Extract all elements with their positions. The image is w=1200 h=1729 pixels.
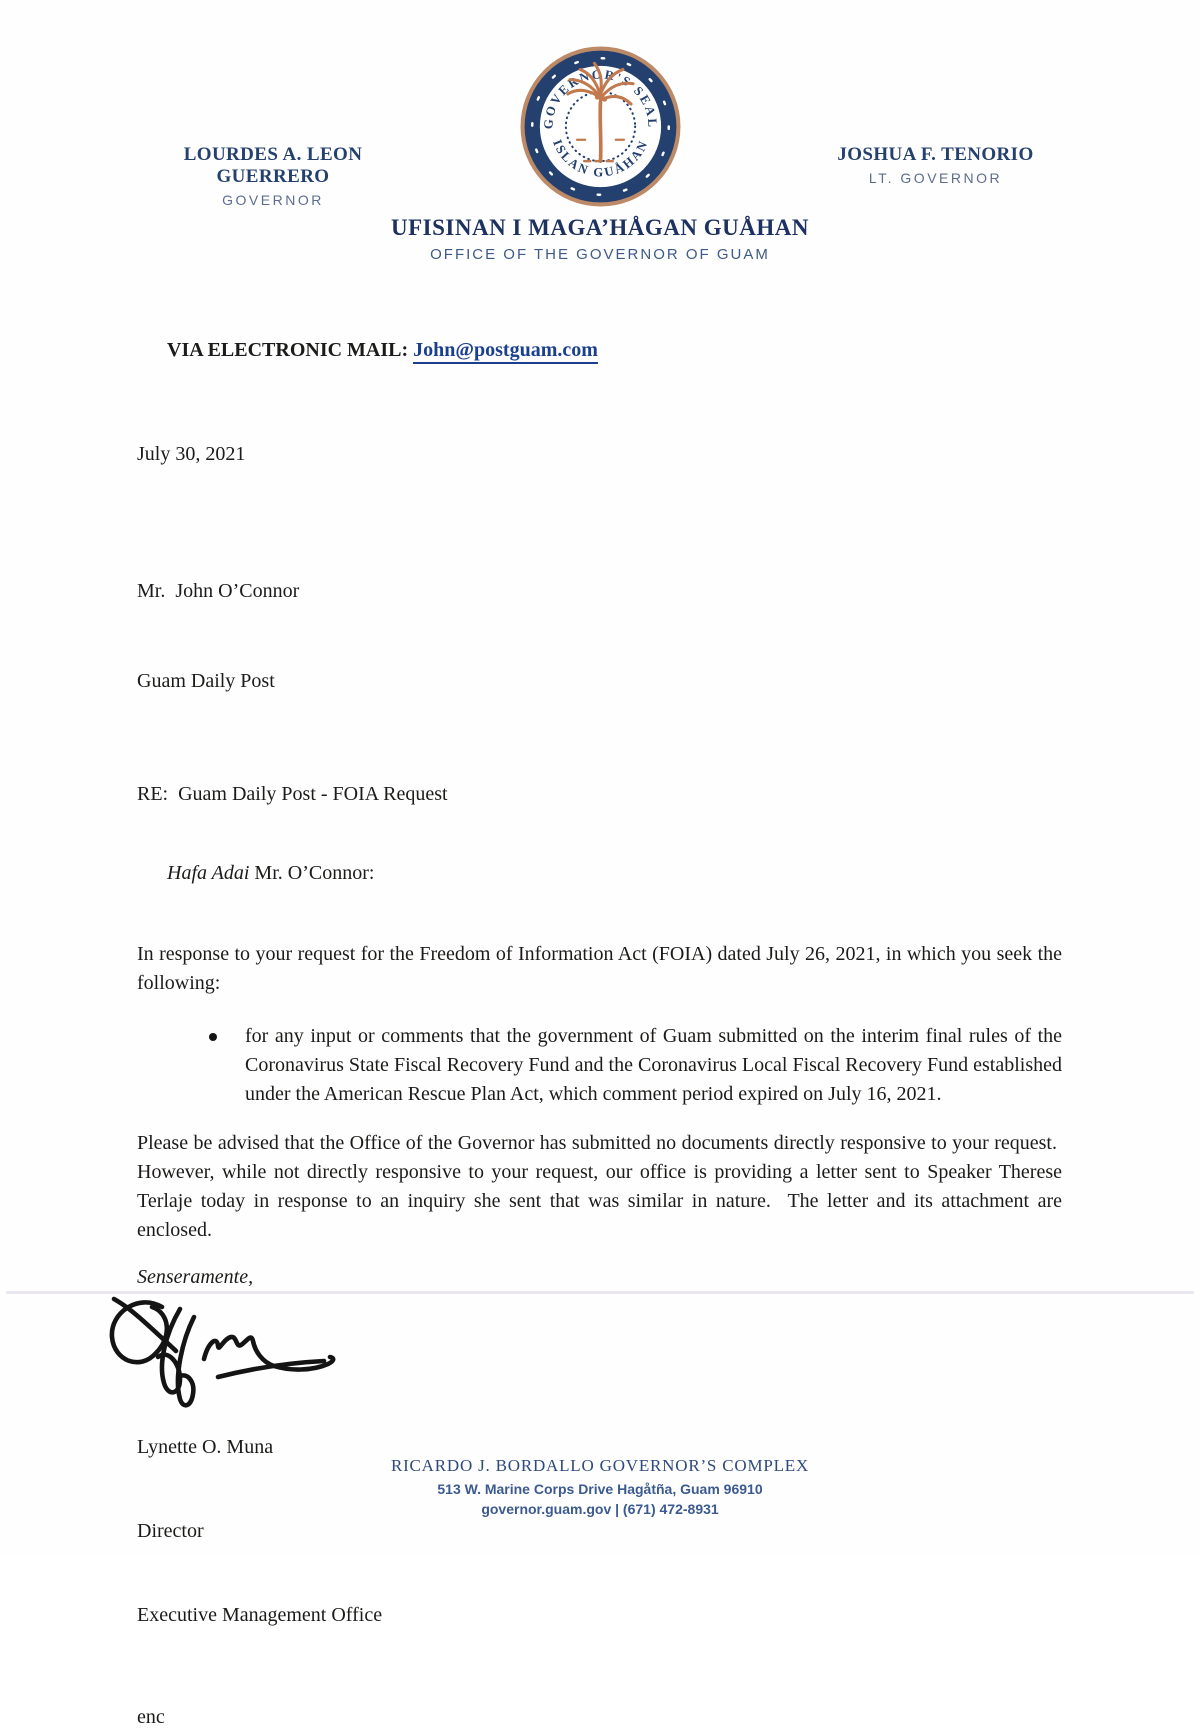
- letterhead-footer: [0, 1456, 1200, 1519]
- subject-line: RE: Guam Daily Post - FOIA Request: [137, 783, 448, 805]
- signature-label: [137, 1289, 138, 1290]
- signer-block: [137, 1377, 1062, 1685]
- seal-top-text: GOVERNOR'S SEAL: [541, 67, 660, 130]
- footer-contact: governor.guam.gov | (671) 472-8931: [481, 1501, 719, 1517]
- delivery-method-line: [137, 314, 1062, 386]
- seal-svg: [519, 45, 682, 208]
- recipient-address-block: [137, 516, 1062, 756]
- office-heading: [0, 215, 1200, 263]
- letter-date: July 30, 2021: [137, 443, 246, 465]
- office-title-chamorro: UFISINAN I MAGA’HÅGAN GUÅHAN: [391, 215, 809, 240]
- lt-governor-name: JOSHUA F. TENORIO: [837, 144, 1034, 165]
- request-bullet-text: for any input or comments that the government of Guam submitted on the interim final rules of the Coronavirus State Fiscal Recovery Fund and the Coronavirus Local Fiscal Recovery Fund established under the American Rescue Plan Act, which comment period expired on July 16, 2021.: [245, 1025, 1062, 1105]
- delivery-method-label: VIA ELECTRONIC MAIL:: [167, 339, 414, 361]
- salutation-addressee: Mr. O’Connor:: [249, 862, 375, 884]
- bullet-marker: [209, 1033, 217, 1041]
- paragraph-response: Please be advised that the Office of the Governor has submitted no documents directly responsive to your request. However, while not directly responsive to your request, our office is providing a letter sent to Speaker Therese Terlaje today in response to an inquiry she sent that was similar in nature. The letter and its attachment are enclosed.: [137, 1132, 1062, 1241]
- governor-seal-icon: [519, 45, 682, 208]
- signer-office: Executive Management Office: [137, 1604, 383, 1626]
- governor-name: LOURDES A. LEON GUERRERO: [183, 144, 368, 187]
- governor-name-block: [128, 144, 418, 208]
- recipient-email-link[interactable]: John@postguam.com: [413, 339, 598, 364]
- footer-complex-name: RICARDO J. BORDALLO GOVERNOR’S COMPLEX: [390, 1456, 810, 1475]
- recipient-name: Mr. John O’Connor: [137, 580, 300, 602]
- signature-area: [137, 1289, 1062, 1377]
- recipient-organization: Guam Daily Post: [137, 670, 275, 692]
- closing-phrase: Senseramente,: [137, 1266, 254, 1288]
- paragraph-intro: In response to your request for the Freedom of Information Act (FOIA) dated July 26, 2021, in which you seek the following:: [137, 943, 1062, 994]
- enclosure-notation: enc: [137, 1706, 165, 1728]
- salutation-greeting: Hafa Adai: [167, 862, 250, 884]
- signer-title: Director: [137, 1520, 204, 1542]
- office-title-english: OFFICE OF THE GOVERNOR OF GUAM: [430, 246, 770, 263]
- signer-name: Lynette O. Muna: [137, 1436, 274, 1458]
- request-bullet-item: [137, 1022, 1062, 1109]
- footer-address: 513 W. Marine Corps Drive Hagåtña, Guam 96910: [437, 1481, 763, 1497]
- seal-bottom-text: ISLAN GUÅHAN: [550, 137, 652, 180]
- salutation: [137, 837, 1062, 909]
- lt-governor-name-block: [798, 144, 1073, 186]
- governor-title: GOVERNOR: [222, 192, 324, 208]
- lt-governor-title: LT. GOVERNOR: [868, 170, 1003, 186]
- scan-artifact-line: [6, 1291, 1194, 1294]
